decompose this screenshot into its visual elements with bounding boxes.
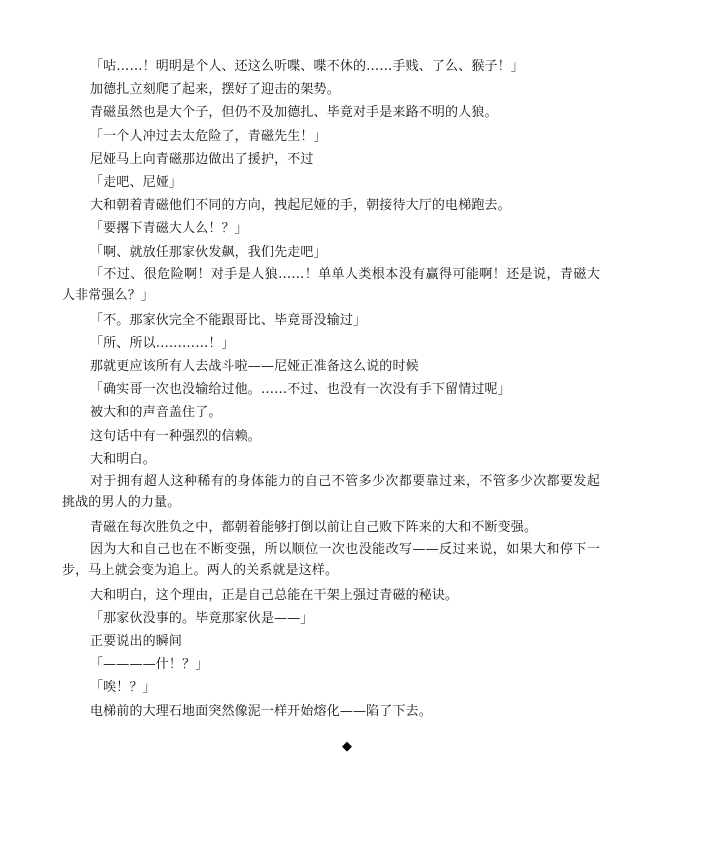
paragraph: 大和明白。 <box>90 451 156 467</box>
paragraph: 「咕……！明明是个人、还这么听喋、喋不休的……手贱、了么、猴子！」 <box>90 59 524 74</box>
paragraph: 「不。那家伙完全不能跟哥比、毕竟哥没输过」 <box>90 312 367 328</box>
paragraph: 「唉！？」 <box>90 680 156 696</box>
paragraph: 「确实哥一次也没输给过他。……不过、也没有一次没有手下留情过呢」 <box>90 382 511 398</box>
paragraph: 电梯前的大理石地面突然像泥一样开始熔化——陷了下去。 <box>90 703 432 719</box>
paragraph: 对于拥有超人这种稀有的身体能力的自己不管多少次都要靠过来，不管多少次都要发起挑战的男人的力量。 <box>62 473 600 511</box>
paragraph: 加德扎立刻爬了起来，摆好了迎击的架势。 <box>90 82 340 98</box>
paragraph: 因为大和自己也在不断变强，所以顺位一次也没能改写——反过来说，如果大和停下一步，马上就会变为追上。两人的关系就是这样。 <box>62 541 600 579</box>
section-separator-icon: ◆ <box>342 739 352 754</box>
paragraph: 「啊、就放任那家伙发飙，我们先走吧」 <box>90 244 327 260</box>
paragraph: 青磁虽然也是大个子，但仍不及加德扎、毕竟对手是来路不明的人狼。 <box>90 105 498 121</box>
paragraph: 「一个人冲过去太危险了，青磁先生！」 <box>90 128 327 144</box>
paragraph: 大和朝着青磁他们不同的方向，拽起尼娅的手，朝接待大厅的电梯跑去。 <box>90 198 511 214</box>
paragraph: 青磁在每次胜负之中，都朝着能够打倒以前让自己败下阵来的大和不断变强。 <box>90 519 538 535</box>
paragraph: 大和明白，这个理由，正是自己总能在干架上强过青磁的秘诀。 <box>90 587 459 603</box>
document-body <box>62 55 600 723</box>
paragraph: 「走吧、尼娅」 <box>90 175 183 191</box>
paragraph: 「————什！？」 <box>90 657 209 673</box>
paragraph: 正要说出的瞬间 <box>90 633 183 649</box>
paragraph: 被大和的声音盖住了。 <box>90 405 222 421</box>
paragraph: 「要撂下青磁大人么！？」 <box>90 221 248 237</box>
paragraph: 这句话中有一种强烈的信赖。 <box>90 428 261 444</box>
paragraph: 尼娅马上向青磁那边做出了援护，不过 <box>90 151 314 167</box>
paragraph: 「那家伙没事的。毕竟那家伙是——」 <box>90 610 314 626</box>
paragraph: 「不过、很危险啊！对手是人狼……！单单人类根本没有赢得可能啊！还是说，青磁大人非常强么？」 <box>62 266 600 304</box>
paragraph: 那就更应该所有人去战斗啦——尼娅正准备这么说的时候 <box>90 358 419 374</box>
paragraph: 「所、所以…………！」 <box>90 335 235 351</box>
